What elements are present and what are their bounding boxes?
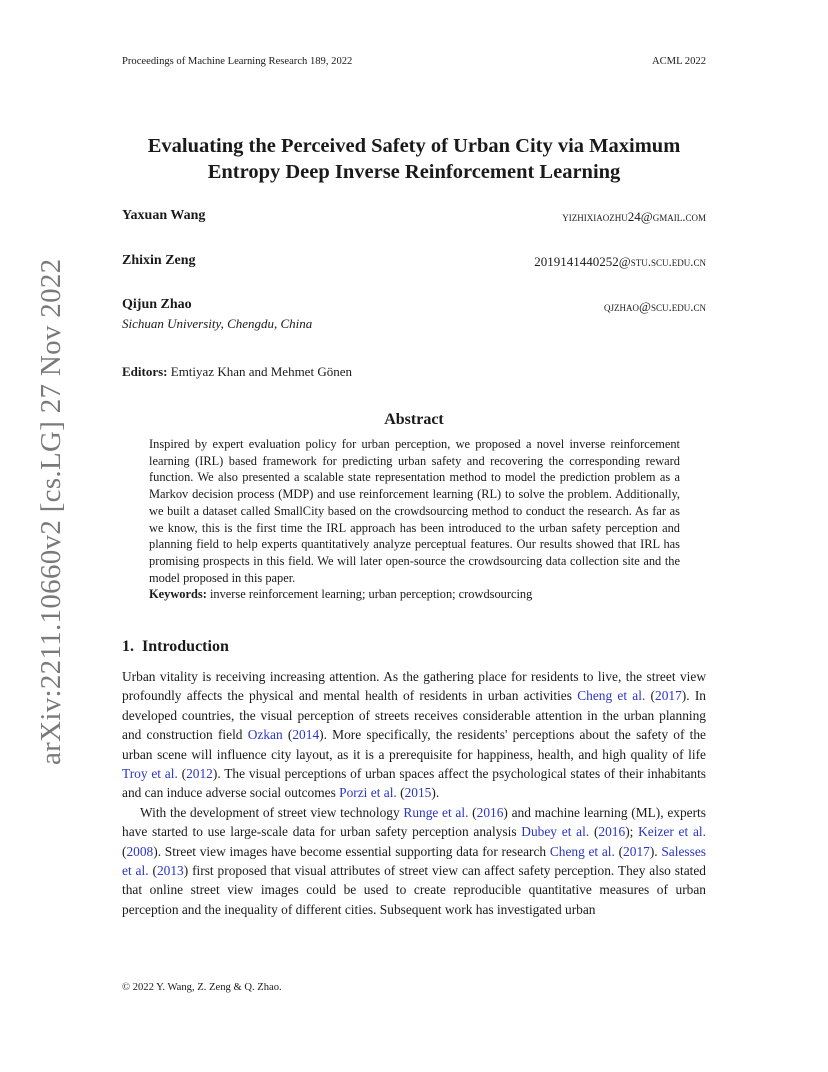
citation-year-link[interactable]: 2015 [404, 785, 432, 801]
citation-link[interactable]: Cheng et al. [577, 688, 646, 704]
citation-year-link[interactable]: 2014 [292, 727, 320, 743]
title-line-2: Entropy Deep Inverse Reinforcement Learning [207, 161, 621, 183]
keywords-line [149, 586, 680, 603]
running-header-left: Proceedings of Machine Learning Research 189, 2022 [122, 56, 353, 67]
citation-link[interactable]: Troy et al. [122, 766, 178, 782]
citation-year-link[interactable]: 2017 [623, 843, 650, 859]
keywords-label: Keywords: [149, 587, 207, 602]
section-title: Introduction [142, 638, 229, 655]
citation-year-link[interactable]: 2008 [126, 843, 154, 859]
citation-year-link[interactable]: 2013 [156, 863, 184, 879]
keywords-text: inverse reinforcement learning; urban perception; crowdsourcing [209, 587, 533, 602]
author-email[interactable]: 2019141440252@stu.scu.edu.cn [534, 254, 706, 269]
citation-year-link[interactable]: 2017 [655, 688, 682, 704]
author-email[interactable]: yizhixiaozhu24@gmail.com [562, 209, 706, 224]
editors-label: Editors: [122, 364, 168, 379]
editors-names: Emtiyaz Khan and Mehmet Gönen [170, 364, 352, 379]
author-name: Zhixin Zeng [122, 253, 196, 268]
citation-link[interactable]: Porzi et al. [339, 785, 397, 801]
section-heading [122, 638, 229, 656]
author-name: Yaxuan Wang [122, 208, 206, 223]
author-email[interactable]: qjzhao@scu.edu.cn [604, 299, 706, 314]
citation-link[interactable]: Cheng et al. [549, 843, 615, 859]
citation-year-link[interactable]: 2012 [186, 766, 213, 782]
citation-link[interactable]: Runge et al. [403, 804, 469, 820]
abstract-body [149, 436, 680, 603]
abstract-heading: Abstract [384, 411, 444, 428]
running-header-right: ACML 2022 [651, 56, 706, 67]
author-name: Qijun Zhao [122, 297, 192, 312]
arxiv-identifier-sidebar: arXiv:2211.10660v2 [cs.LG] 27 Nov 2022 [35, 258, 67, 765]
affiliation: Sichuan University, Chengdu, China [122, 316, 313, 331]
body-text [122, 667, 706, 919]
editors-line [122, 364, 352, 380]
citation-year-link[interactable]: 2016 [598, 824, 626, 840]
copyright-footer: © 2022 Y. Wang, Z. Zeng & Q. Zhao. [122, 982, 282, 993]
citation-link[interactable]: Keizer et al. [638, 824, 706, 840]
citation-link[interactable]: Salesses et al. [122, 843, 706, 879]
paragraph: With the development of street view technology Runge et al. (2016) and machine learning (ML), experts have started to use large-scale data for urban safety perception analysis Dubey et al. (2016); Keizer et al. (2008). Street view images have become essential supporting data for research Cheng et al. (2017). Salesses et al. (2013) first proposed that visual attributes of street view can affect safety perception. They also stated that online street view images could be used to create reproducible quantitative measures of urban perception and the inequality of different cities. Subsequent work has investigated urban [122, 804, 707, 917]
citation-link[interactable]: Ozkan [247, 727, 283, 743]
abstract-text: Inspired by expert evaluation policy for urban perception, we proposed a novel inverse reinforcement learning (IRL) based framework for predicting urban safety and recovering the corresponding reward function. We also presented a scalable state representation method to model the prediction problem as a Markov decision process (MDP) and use reinforcement learning (RL) to solve the problem. Additionally, we built a dataset called SmallCity based on the crowdsourcing method to conduct the research. As far as we know, this is the first time the IRL approach has been introduced to the urban safety perception and planning field to help experts quantitatively analyze perceptual features. Our results showed that IRL has promising prospects in this field. We will later open-source the crowdsourcing data collection site and the model proposed in this paper. [149, 437, 680, 585]
paragraph: Urban vitality is receiving increasing attention. As the gathering place for residents to live, the street view profoundly affects the physical and mental health of residents in urban activities Cheng et al. (2017). In developed countries, the visual perception of streets receives considerable attention in the urban planning and construction field Ozkan (2014). More specifically, the residents' perceptions about the safety of the urban scene will influence city layout, as it is a prerequisite for happiness, health, and high quality of life Troy et al. (2012). The visual perceptions of urban spaces affect the psychological states of their inhabitants and can induce adverse social outcomes Porzi et al. (2015). [122, 669, 707, 801]
title-line-1: Evaluating the Perceived Safety of Urban City via Maximum [147, 135, 681, 157]
citation-year-link[interactable]: 2016 [476, 804, 504, 820]
citation-link[interactable]: Dubey et al. [521, 824, 590, 840]
paper-title [100, 133, 728, 185]
section-number: 1. [122, 638, 134, 655]
